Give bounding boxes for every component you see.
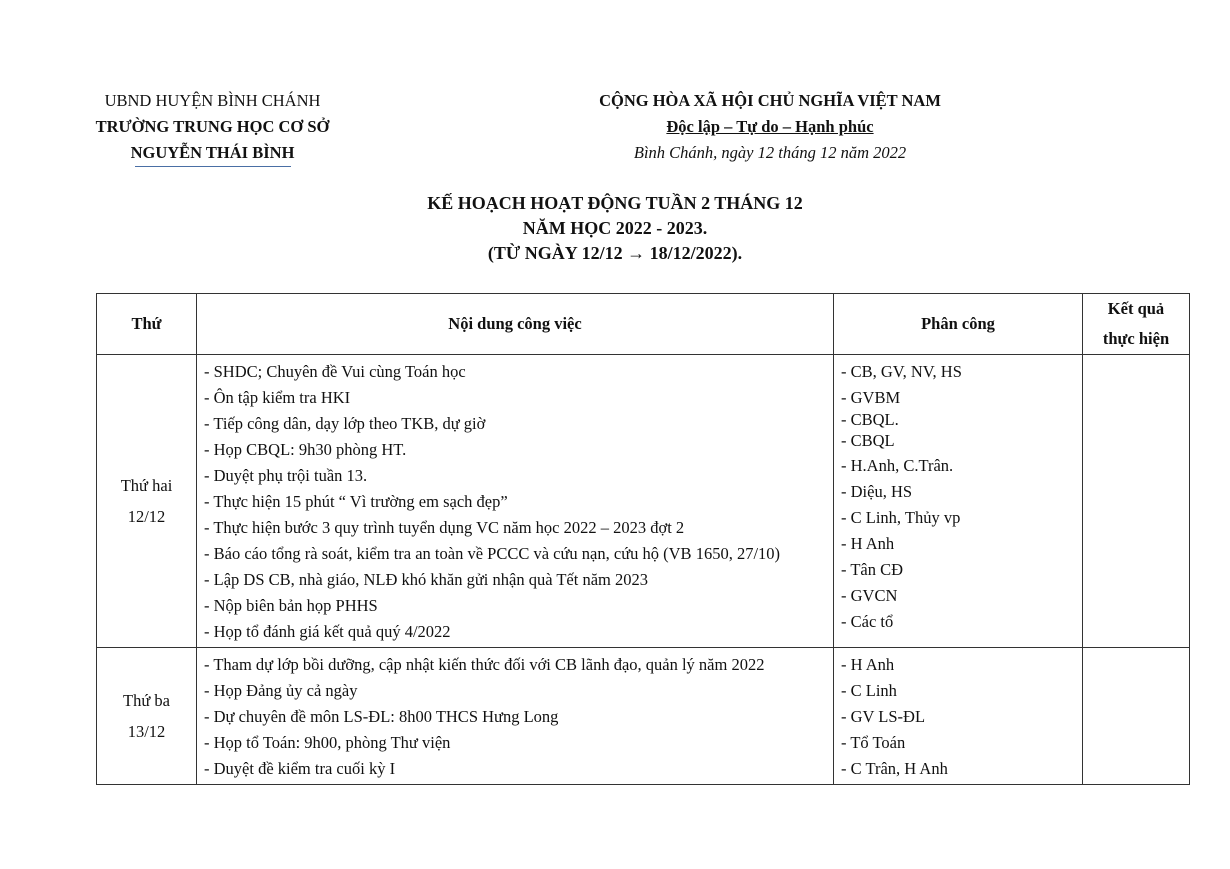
assignee-item: - H Anh	[841, 534, 895, 553]
task-item: - Thực hiện 15 phút “ Vì trường em sạch đẹp”	[204, 492, 508, 511]
task-item: - Thực hiện bước 3 quy trình tuyển dụng VC năm học 2022 – 2023 đợt 2	[204, 518, 685, 537]
assignee-item: - Các tổ	[841, 612, 894, 631]
task-item: - Ôn tập kiểm tra HKI	[204, 388, 351, 407]
header-day: Thứ	[97, 294, 197, 355]
school-header	[60, 88, 365, 167]
task-item: - Tiếp công dân, dạy lớp theo TKB, dự giờ	[204, 414, 486, 433]
table-row	[97, 648, 1190, 785]
task-item: - Dự chuyên đề môn LS-ĐL: 8h00 THCS Hưng Long	[204, 707, 559, 726]
assignee-item: - C Trân, H Anh	[841, 759, 948, 778]
plan-title-line1: KẾ HOẠCH HOẠT ĐỘNG TUẦN 2 THÁNG 12	[427, 193, 803, 213]
plan-title-line3: (TỪ NGÀY 12/12 → 18/12/2022).	[487, 243, 743, 263]
school-name: NGUYỄN THÁI BÌNH	[130, 143, 295, 162]
day-cell	[97, 355, 197, 648]
day-date: 13/12	[127, 722, 166, 741]
day-name: Thứ ba	[123, 691, 170, 710]
day-name: Thứ hai	[120, 476, 173, 495]
task-item: - Lập DS CB, nhà giáo, NLĐ khó khăn gửi nhận quà Tết năm 2023	[204, 570, 648, 589]
header-result	[1083, 294, 1190, 355]
assignee-item: - H.Anh, C.Trân.	[841, 456, 954, 475]
assignee-item: - GVBM	[841, 388, 901, 407]
assignee-item: - H Anh	[841, 655, 895, 674]
tasks-cell	[197, 648, 834, 785]
task-item: - SHDC; Chuyên đề Vui cùng Toán học	[204, 362, 466, 381]
day-cell	[97, 648, 197, 785]
task-item: - Tham dự lớp bồi dưỡng, cập nhật kiến thức đối với CB lãnh đạo, quản lý năm 2022	[204, 655, 765, 674]
assignee-item: - Tân CĐ	[841, 560, 904, 579]
header-result-line2: thực hiện	[1102, 329, 1170, 348]
assignee-item: - Diệu, HS	[841, 482, 913, 501]
assignee-item: - CBQL	[841, 431, 895, 450]
national-header	[560, 88, 980, 166]
document-date: Bình Chánh, ngày 12 tháng 12 năm 2022	[633, 143, 907, 162]
task-item: - Họp tổ đánh giá kết quả quý 4/2022	[204, 622, 451, 641]
assignee-item: - GVCN	[841, 586, 898, 605]
table-header-row	[97, 294, 1190, 355]
tasks-cell	[197, 355, 834, 648]
plan-title	[0, 191, 1230, 266]
header-result-line1: Kết quả	[1107, 299, 1165, 318]
result-cell	[1083, 648, 1190, 785]
day-date: 12/12	[127, 507, 166, 526]
task-item: - Họp tổ Toán: 9h00, phòng Thư viện	[204, 733, 451, 752]
task-item: - Họp CBQL: 9h30 phòng HT.	[204, 440, 407, 459]
task-item: - Báo cáo tổng rà soát, kiểm tra an toàn về PCCC và cứu nạn, cứu hộ (VB 1650, 27/10)	[204, 544, 781, 563]
assignees-cell	[834, 355, 1083, 648]
national-motto: Độc lập – Tự do – Hạnh phúc	[666, 117, 874, 136]
result-cell	[1083, 355, 1190, 648]
assignee-item: - GV LS-ĐL	[841, 707, 926, 726]
task-item: - Duyệt đề kiểm tra cuối kỳ I	[204, 759, 396, 778]
task-item: - Duyệt phụ trội tuần 13.	[204, 466, 368, 485]
weekly-plan-table	[96, 293, 1190, 785]
assignee-item: - CBQL.	[841, 410, 899, 429]
school-type: TRƯỜNG TRUNG HỌC CƠ SỞ	[95, 117, 330, 136]
national-title: CỘNG HÒA XÃ HỘI CHỦ NGHĨA VIỆT NAM	[599, 91, 941, 110]
assignee-item: - CB, GV, NV, HS	[841, 362, 962, 381]
assignee-item: - Tổ Toán	[841, 733, 906, 752]
task-item: - Nộp biên bản họp PHHS	[204, 596, 378, 615]
task-item: - Họp Đảng ủy cả ngày	[204, 681, 358, 700]
assignees-cell	[834, 648, 1083, 785]
plan-title-line2: NĂM HỌC 2022 - 2023.	[522, 218, 708, 238]
school-name-underline	[135, 166, 291, 167]
header-content: Nội dung công việc	[197, 294, 834, 355]
assignee-item: - C Linh	[841, 681, 897, 700]
header-assign: Phân công	[834, 294, 1083, 355]
assignee-item: - C Linh, Thủy vp	[841, 508, 961, 527]
table-row	[97, 355, 1190, 648]
district-name: UBND HUYỆN BÌNH CHÁNH	[104, 91, 321, 110]
